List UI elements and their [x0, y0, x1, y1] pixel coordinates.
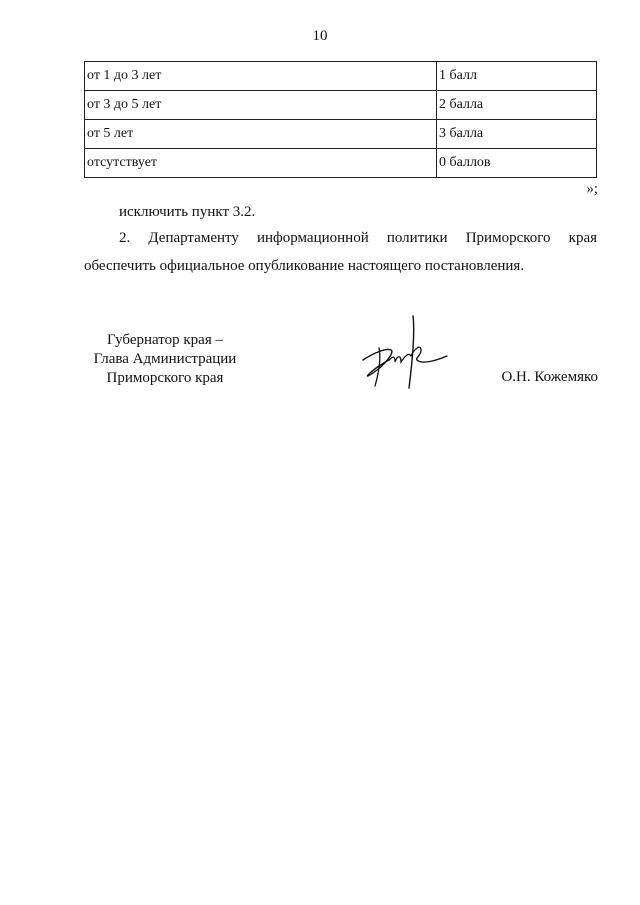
- table-cell-period: отсутствует: [85, 149, 437, 178]
- table-row: [85, 91, 597, 120]
- scoring-table: [84, 61, 597, 178]
- paragraph-publication: 2. Департаменту информационной политики Приморского края обеспечить официальное опубликование настоящего постановления.: [84, 230, 597, 274]
- table-row: [85, 149, 597, 178]
- table-cell-score: 1 балл: [437, 62, 597, 91]
- table-cell-score: 2 балла: [437, 91, 597, 120]
- handwritten-signature: [355, 312, 455, 392]
- signatory-title-line: Губернатор края –: [107, 332, 223, 348]
- signatory-title: [80, 331, 250, 388]
- signatory-title-line: Приморского края: [106, 370, 224, 386]
- table-row: [85, 62, 597, 91]
- table-cell-period: от 5 лет: [85, 120, 437, 149]
- paragraph-exclude-clause: исключить пункт 3.2.: [119, 204, 256, 220]
- table-cell-score: 3 балла: [437, 120, 597, 149]
- closing-quote: »;: [586, 181, 598, 197]
- table-row: [85, 120, 597, 149]
- table-cell-period: от 3 до 5 лет: [85, 91, 437, 120]
- table-cell-period: от 1 до 3 лет: [85, 62, 437, 91]
- signatory-title-line: Глава Администрации: [93, 351, 237, 367]
- page-number: 10: [312, 28, 328, 44]
- signer-name: О.Н. Кожемяко: [501, 369, 598, 385]
- table-cell-score: 0 баллов: [437, 149, 597, 178]
